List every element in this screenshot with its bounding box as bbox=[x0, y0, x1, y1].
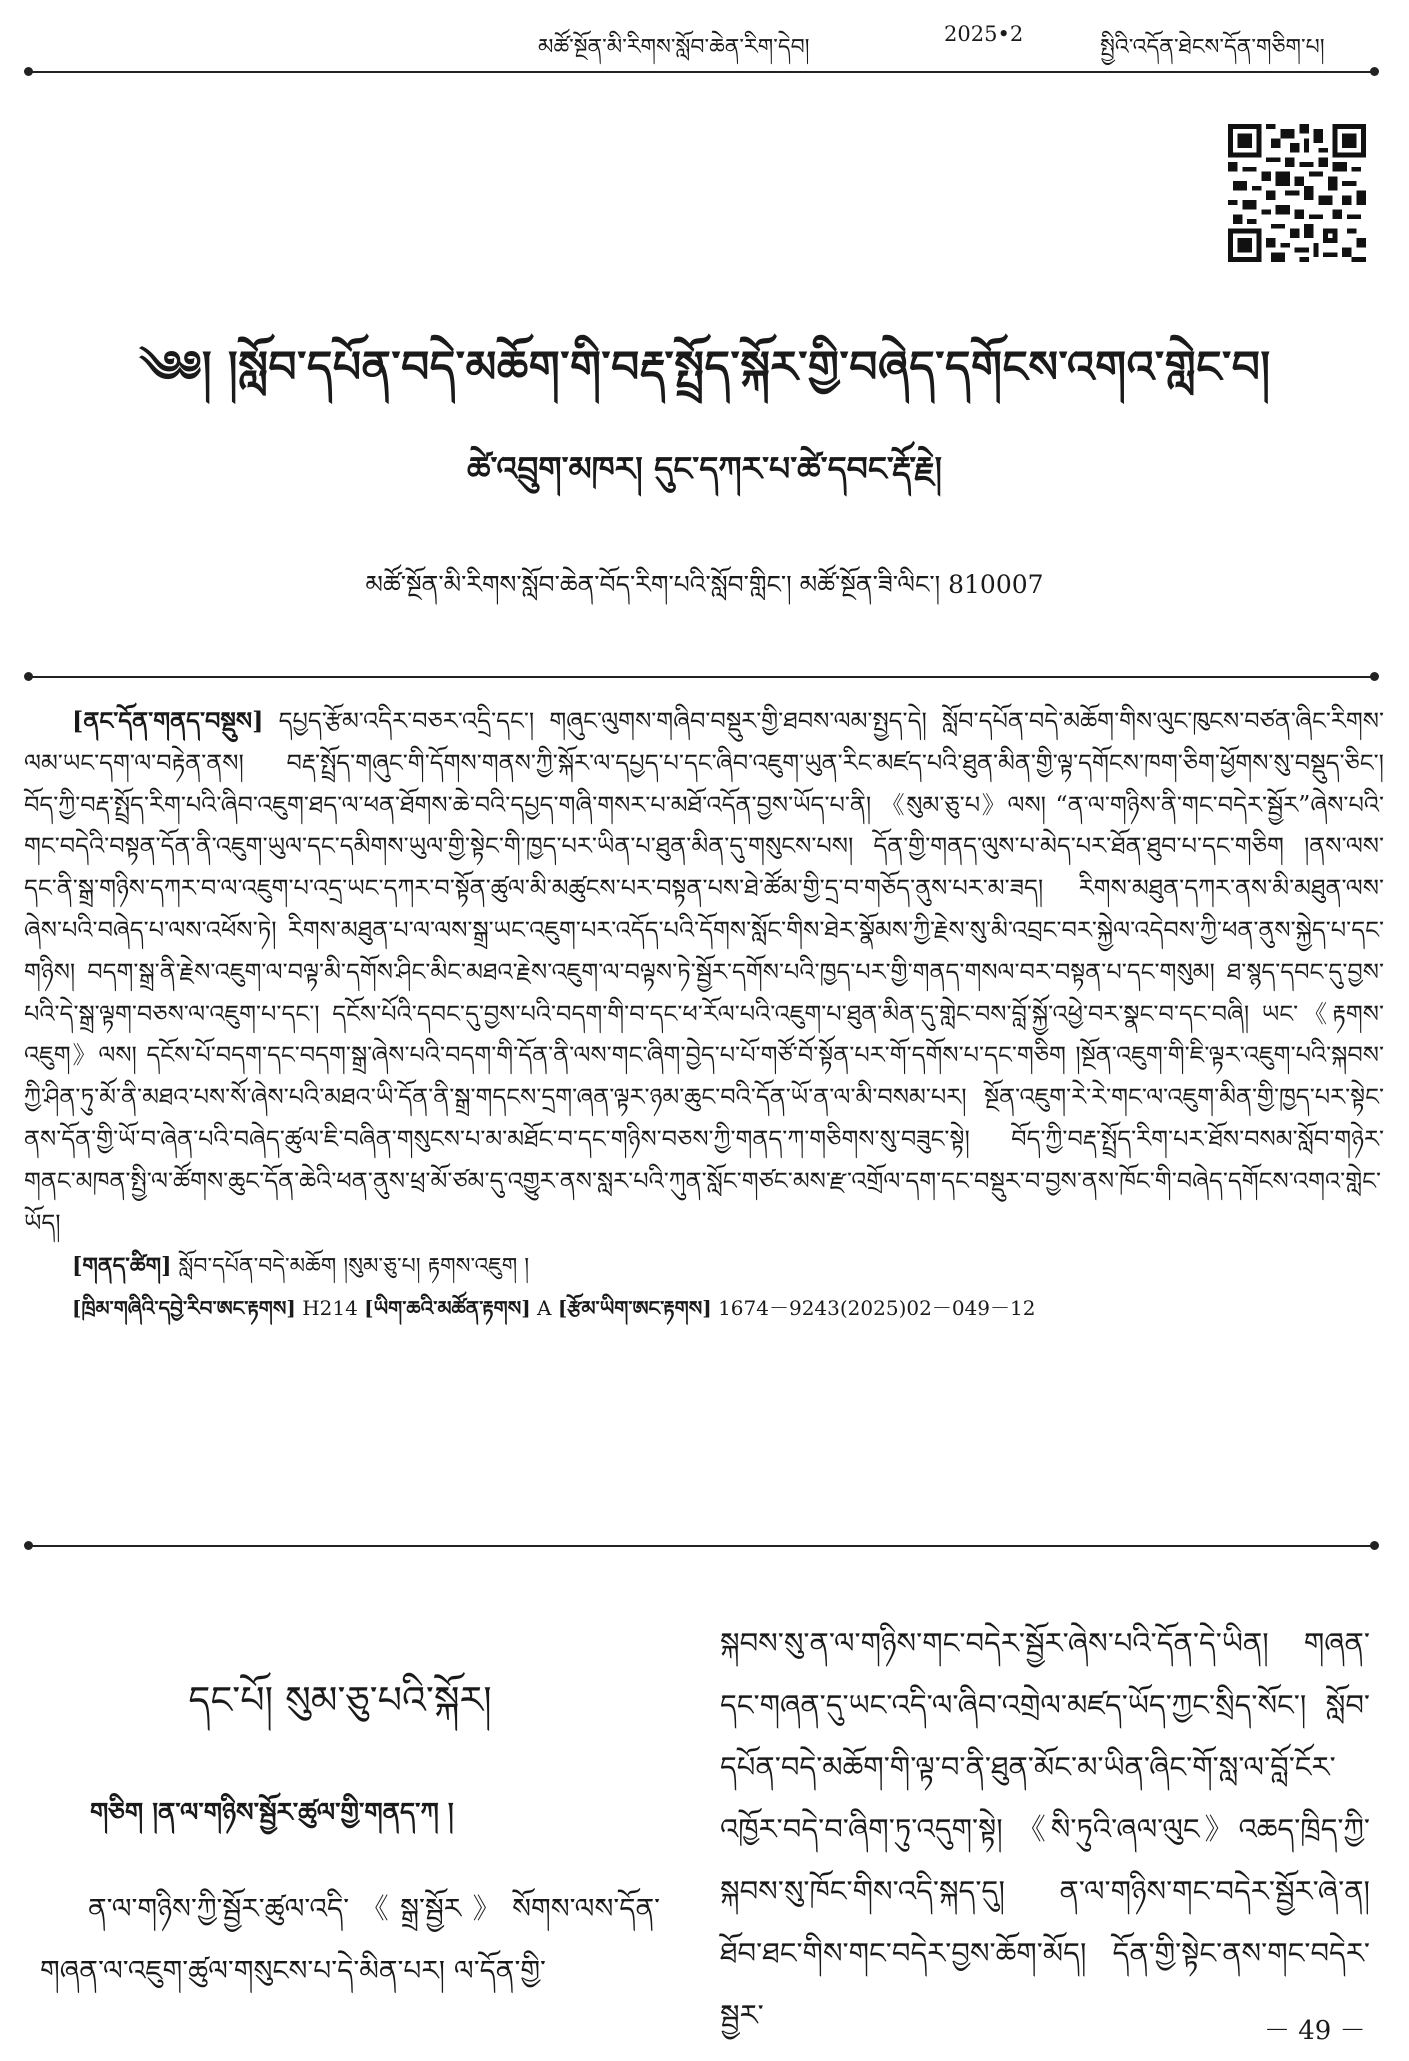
header-rule bbox=[28, 71, 1374, 73]
rule-dot bbox=[24, 67, 33, 76]
keywords-text: སློབ་དཔོན་བདེ་མཆོག །སུམ་ཅུ་པ། རྟགས་འཇུག ། bbox=[178, 1254, 530, 1280]
doc-code-value: A bbox=[537, 1296, 552, 1321]
abstract-paragraph bbox=[24, 700, 1384, 1244]
rule-dot bbox=[24, 1541, 33, 1550]
clc-label: [ཁྲིམ་གཞིའི་དབྱེ་རིབ་ཨང་རྟགས] bbox=[72, 1296, 296, 1321]
abstract-top-rule bbox=[28, 676, 1374, 678]
body-paragraph: སྐབས་སུ་ན་ལ་གཉིས་གང་བདེར་སྦྱོར་ཞེས་པའི་དོན་དེ་ཡིན། གཞན་དང་གཞན་དུ་ཡང་འདི་ལ་ཞིབ་འགྲེལ་མཛད་ཡོད་ཀྱང་སྲིད་སོང་། སློབ་དཔོན་བདེ་མཆོག་གི་ལྟ་བ་ནི་ཐུན་མོང་མ་ཡིན་ཞིང་གོ་སླ་ལ་བློ་ངོར་འཁྱོར་བདེ་བ་ཞིག་ཏུ་འདུག་སྟེ། 《སི་ཏུའི་ཞལ་ལུང》འཆད་ཁྲིད་ཀྱི་སྐབས་སུ་ཁོང་གིས་འདི་སྐད་དུ། ན་ལ་གཉིས་གང་བདེར་སྦྱོར་ཞེ་ན། ཐོབ་ཐང་གིས་གང་བདེར་བྱས་ཆོག་མོད། དོན་གྱི་སྟེང་ནས་གང་བདེར་སྦྱར་ bbox=[720, 1626, 1370, 2032]
article-id-value: 1674－9243(2025)02－049－12 bbox=[718, 1296, 1036, 1321]
doc-code-label: [ཡིག་ཆའི་མཚོན་རྟགས] bbox=[364, 1296, 531, 1321]
rule-dot bbox=[1370, 672, 1379, 681]
abstract-text: དཔྱད་རྩོམ་འདིར་བཅར་འདྲི་དང་། གཞུང་ལུགས་གཞིབ་བསྡུར་གྱི་ཐབས་ལམ་སྤྱད་དེ། སློབ་དཔོན་བདེ་མཆོག་གིས་ལུང་ཁུངས་བཙན་ཞིང་རིགས་ལམ་ཡང་དག་ལ་བརྟེན་ནས། བརྡ་སྤྲོད་གཞུང་གི་དོགས་གནས་ཀྱི་སྐོར་ལ་དཔྱད་པ་དང་ཞིབ་འཇུག་ཡུན་རིང་མཛད་པའི་ཐུན་མིན་གྱི་ལྟ་དགོངས་ཁག་ཅིག་ཕྱོགས་སུ་བསྡུད་ཅིང་། བོད་ཀྱི་བརྡ་སྤྲོད་རིག་པའི་ཞིབ་འཇུག་ཐད་ལ་ཕན་ཐོགས་ཆེ་བའི་དཔྱད་གཞི་གསར་པ་མཐོ་འདོན་བྱས་ཡོད་པ་ནི། 《སུམ་ཅུ་པ》ལས། “ན་ལ་གཉིས་ནི་གང་བདེར་སྦྱོར”ཞེས་པའི་གང་བདེའི་བསྟན་དོན་ནི་འཇུག་ཡུལ་དང་དམིགས་ཡུལ་གྱི་སྟེང་གི་ཁྱད་པར་ཡིན་པ་ཐུན་མིན་དུ་གསུངས་པས། དོན་གྱི་གནད་ལུས་པ་མེད་པར་ཐོན་ཐུབ་པ་དང་གཅིག །ནས་ལས་དང་ནི་སྒྲ་གཉིས་དཀར་བ་ལ་འཇུག་པ་འདྲ་ཡང་དཀར་བ་སྟོན་ཚུལ་མི་མཚུངས་པར་བསྟན་པས་ཐེ་ཚོམ་གྱི་དྲ་བ་གཅོད་ནུས་པར་མ་ཟད། རིགས་མཐུན་དཀར་ནས་མི་མཐུན་ལས་ཞེས་པའི་བཞེད་པ་ལས་འཕོས་ཏེ། རིགས་མཐུན་པ་ལ་ལས་སྒྲ་ཡང་འཇུག་པར་འདོད་པའི་དོགས་སློང་གིས་ཐེར་སྣོམས་ཀྱི་རྗེས་སུ་མི་འབྲང་བར་སྐྱེལ་འདེབས་ཀྱི་ཕན་ནུས་སྐྱེད་པ་དང་གཉིས། བདག་སྒྲ་ནི་རྗེས་འཇུག་ལ་བལྟ་མི་དགོས་ཤིང་མིང་མཐའ་རྗེས་འཇུག་ལ་བལྟས་ཏེ་སྦྱོར་དགོས་པའི་ཁྱད་པར་གྱི་གནད་གསལ་བར་བསྟན་པ་དང་གསུམ། ཐ་སྙད་དབང་དུ་བྱས་པའི་དེ་སྒྲ་ལྟག་བཅས་ལ་འཇུག་པ་དང་། དངོས་པོའི་དབང་དུ་བྱས་པའི་བདག་གི་བ་དང་ཕ་རོལ་པའི་འཇུག་པ་ཐུན་མིན་དུ་གླེང་བས་བློ་སྐྱོ་འཕྱེ་བར་སྣང་བ་དང་བཞི། ཡང་《རྟགས་འཇུག》ལས། དངོས་པོ་བདག་དང་བདག་སྒྲ་ཞེས་པའི་བདག་གི་དོན་ནི་ལས་གང་ཞིག་བྱེད་པ་པོ་གཙོ་བོ་སྟོན་པར་གོ་དགོས་པ་དང་གཅིག །སྔོན་འཇུག་གི་ཇི་ལྟར་འཇུག་པའི་སྐབས་ཀྱི་ཤིན་ཏུ་མོ་ནི་མཐའ་པས་སོ་ཞེས་པའི་མཐའ་ཡི་དོན་ནི་སྒྲ་གདངས་དྲག་ཞན་ལྟར་ཉམ་ཆུང་བའི་དོན་ཡོ་ན་ལ་མི་བསམ་པར། སྔོན་འཇུག་རེ་རེ་གང་ལ་འཇུག་མིན་གྱི་ཁྱད་པར་སྟེང་ནས་དོན་གྱི་ཡོ་བ་ཞེན་པའི་བཞེད་ཚུལ་ཇི་བཞིན་གསུངས་པ་མ་མཐོང་བ་དང་གཉིས་བཅས་ཀྱི་གནད་ཀ་གཅིགས་སུ་བཟུང་སྟེ། བོད་ཀྱི་བརྡ་སྤྲོད་རིག་པར་ཐོས་བསམ་སློབ་གཉེར་གནང་མཁན་སྤྱི་ལ་ཚོགས་ཆུང་དོན་ཆེའི་ཕན་ནུས་ཕྲ་མོ་ཙམ་དུ་འགྱུར་ནས་སླར་པའི་ཀུན་སློང་གཙང་མས་རྫ་འགྲོལ་དག་དང་བསྡུར་བ་བྱས་ནས་ཁོང་གི་བཞེད་དགོངས་འགའ་གླེང་ཡོད། bbox=[24, 707, 1384, 1237]
section-heading: དང་པོ། སུམ་ཅུ་པའི་སྐོར། bbox=[188, 1678, 492, 1722]
keywords-label: [གནད་ཚིག] bbox=[72, 1253, 172, 1280]
journal-name: མཚོ་སྔོན་མི་རིགས་སློབ་ཆེན་རིག་དེབ། bbox=[538, 35, 810, 60]
subsection-heading: གཅིག །ན་ལ་གཉིས་སྦྱོར་ཚུལ་གྱི་གནད་ཀ ། bbox=[90, 1798, 454, 1828]
clc-value: H214 bbox=[302, 1296, 358, 1321]
abstract-block bbox=[24, 700, 1384, 1330]
abstract-label: [ནང་དོན་གནད་བསྡུས] bbox=[72, 706, 264, 735]
page-number: － 49 － bbox=[1264, 2016, 1366, 2046]
right-column bbox=[720, 1612, 1370, 2046]
rule-dot bbox=[24, 672, 33, 681]
rule-dot bbox=[1370, 1541, 1379, 1550]
issue-number: 2025•2 bbox=[944, 22, 1024, 46]
abstract-bottom-rule bbox=[28, 1545, 1374, 1547]
left-column bbox=[40, 1878, 660, 2002]
article-id-label: [རྩོམ་ཡིག་ཨང་རྟགས] bbox=[557, 1296, 712, 1321]
classification-line bbox=[24, 1288, 1384, 1330]
author-line: ཚེ་འབྲུག་མཁར། དུང་དཀར་པ་ཚེ་དབང་རྡོ་རྗེ། bbox=[466, 449, 943, 488]
affiliation-line: མཚོ་སྔོན་མི་རིགས་སློབ་ཆེན་བོད་རིག་པའི་སློབ་གླིང་། མཚོ་སྔོན་ཟི་ལིང་། 810007 bbox=[365, 570, 1044, 599]
body-paragraph: ན་ལ་གཉིས་ཀྱི་སྦྱོར་ཚུལ་འདི་《སྒྲ་སྦྱོར》སོགས་ལས་དོན་གཞན་ལ་འཇུག་ཚུལ་གསུངས་པ་དེ་མིན་པར། ལ་དོན་གྱི་ bbox=[40, 1892, 660, 1987]
rule-dot bbox=[1370, 67, 1379, 76]
article-title: ༄༅། །སློབ་དཔོན་བདེ་མཆོག་གི་བརྡ་སྤྲོད་སྐོར་གྱི་བཞེད་དགོངས་འགའ་གླེང་བ། bbox=[139, 342, 1271, 393]
qr-code-icon bbox=[1228, 124, 1366, 262]
issue-section: སྤྱིའི་འདོན་ཐེངས་དོན་གཅིག་པ། bbox=[1100, 35, 1325, 60]
keywords-line bbox=[24, 1246, 1384, 1288]
